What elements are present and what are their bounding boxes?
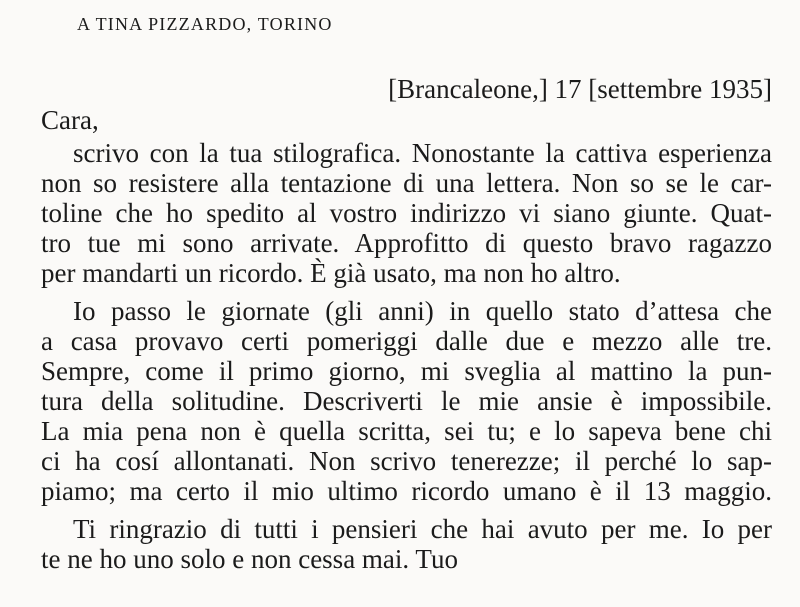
text-line: Ti ringrazio di tutti i pensieri che hai avuto per me. Io per [73, 514, 772, 544]
text-line: toline che ho spedito al vostro indirizzo vi siano giunte. Quat- [41, 198, 772, 228]
text-line: a casa provavo certi pomeriggi dalle due e mezzo alle tre. [41, 326, 772, 356]
dateline: [Brancaleone,] 17 [settembre 1935] [388, 74, 772, 104]
text-line: Io passo le giornate (gli anni) in quello stato d’attesa che [73, 296, 772, 326]
salutation: Cara, [41, 105, 99, 135]
text-line: non so resistere alla tentazione di una lettera. Non so se le car- [41, 168, 772, 198]
text-line: te ne ho uno solo e non cessa mai. Tuo [41, 544, 458, 574]
text-line: ci ha cosí allontanati. Non scrivo tenerezze; il perché lo sap- [41, 446, 772, 476]
text-line: tura della solitudine. Descriverti le mie ansie è impossibile. [41, 386, 772, 416]
text-line: scrivo con la tua stilografica. Nonostante la cattiva esperienza [73, 138, 772, 168]
text-line: per mandarti un ricordo. È già usato, ma non ho altro. [41, 258, 621, 288]
text-line: piamo; ma certo il mio ultimo ricordo umano è il 13 maggio. [41, 476, 772, 506]
recipient-heading: A TINA PIZZARDO, TORINO [77, 14, 333, 34]
text-line: La mia pena non è quella scritta, sei tu; e lo sapeva bene chi [41, 416, 772, 446]
paragraph-gap [41, 288, 772, 296]
letter-body [41, 138, 772, 574]
text-line: tro tue mi sono arrivate. Approfitto di questo bravo ragazzo [41, 228, 772, 258]
paragraph-gap [41, 506, 772, 514]
text-line: Sempre, come il primo giorno, mi sveglia al mattino la pun- [41, 356, 772, 386]
